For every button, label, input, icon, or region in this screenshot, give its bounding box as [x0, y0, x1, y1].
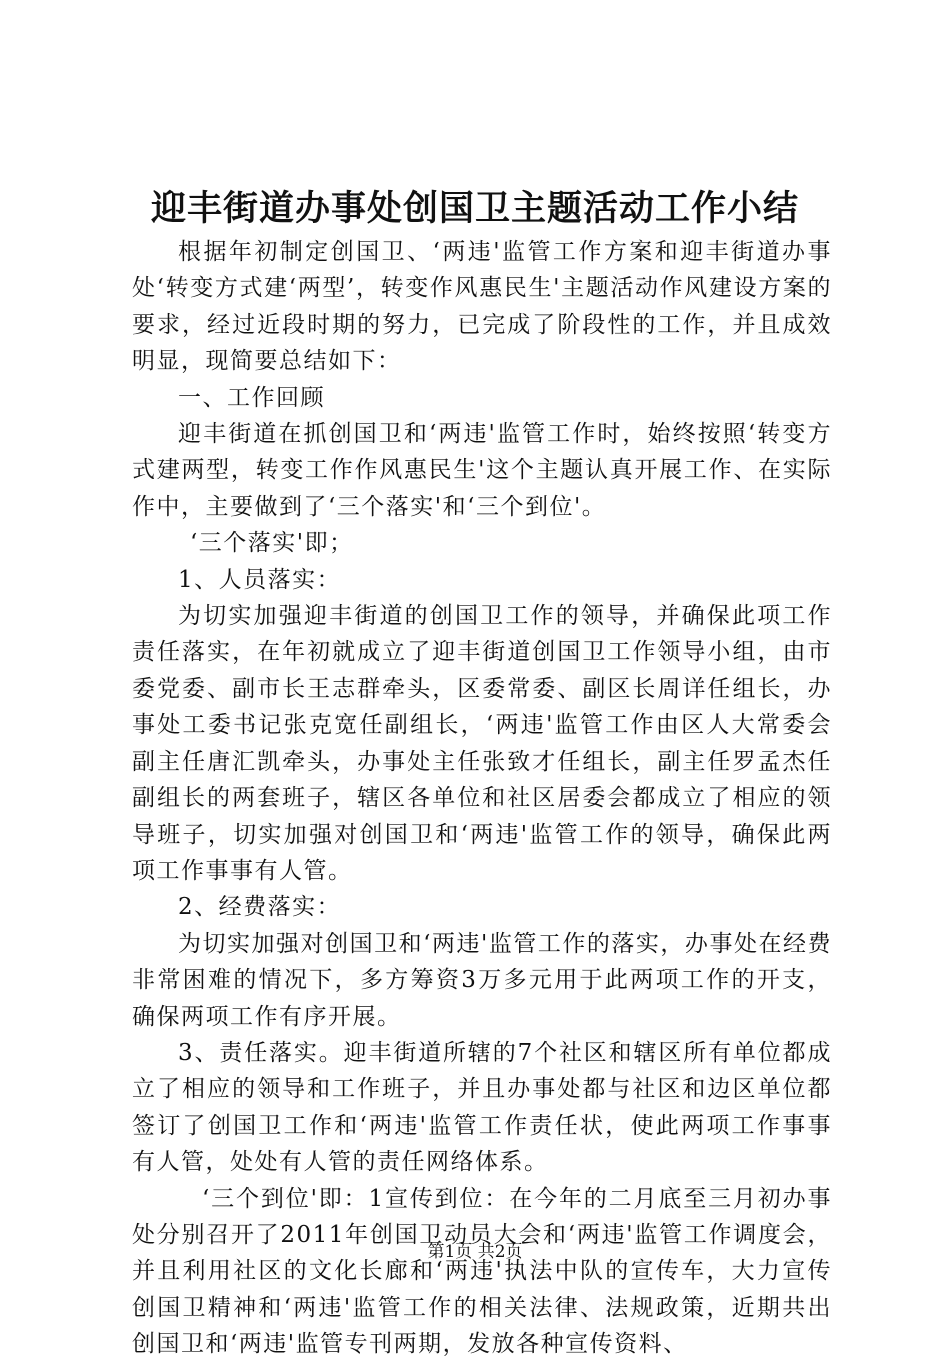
document-title: 迎丰街道办事处创国卫主题活动工作小结 — [150, 188, 799, 229]
paragraph-review: 迎丰街道在抓创国卫和‘两违'监管工作时，始终按照‘转变方式建两型，转变工作作风惠民生'这个主题认真开展工作、在实际作中，主要做到了‘三个落实'和‘三个到位'。 — [132, 421, 832, 520]
subheading-personnel: 1、人员落实： — [178, 566, 342, 593]
paragraph-funding: 为切实加强对创国卫和‘两违'监管工作的落实，办事处在经费非常困难的情况下，多方筹资3万多元用于此两项工作的开支，确保两项工作有序开展。 — [132, 930, 832, 1030]
paragraph-three-in-place: ‘三个到位'即：1宣传到位：在今年的二月底至三月初办事处分别召开了2011年创国卫动员大会和‘两违'监管工作调度会，并且利用社区的文化长廊和‘两违'执法中队的宣传车，大力宣传创国卫精神和‘两违'监管工作的相关法律、法规政策，近期共出创国卫和‘两违'监管专刊两期，发放各种宣传资料、 — [132, 1185, 832, 1358]
section-heading-review: 一、工作回顾 — [178, 384, 325, 411]
subheading-three-implementations: ‘三个落实'即； — [190, 530, 354, 557]
document-body — [132, 234, 832, 1363]
subheading-funding: 2、经费落实： — [178, 894, 342, 921]
paragraph-responsibility: 3、责任落实。迎丰街道所辖的7个社区和辖区所有单位都成立了相应的领导和工作班子，并且办事处都与社区和边区单位都签订了创国卫工作和‘两违'监管工作责任状，使此两项工作事事有人管，处处有人管的责任网络体系。 — [132, 1039, 832, 1176]
paragraph-personnel: 为切实加强迎丰街道的创国卫工作的领导，并确保此项工作责任落实，在年初就成立了迎丰街道创国卫工作领导小组，由市委党委、副市长王志群牵头，区委常委、副区长周详任组长，办事处工委书记张克宽任副组长，‘两违'监管工作由区人大常委会副主任唐汇凯牵头，办事处主任张致才任组长，副主任罗孟杰任副组长的两套班子，辖区各单位和社区居委会都成立了相应的领导班子，切实加强对创国卫和‘两违'监管工作的领导，确保此两项工作事事有人管。 — [132, 603, 832, 884]
paragraph-intro: 根据年初制定创国卫、‘两违'监管工作方案和迎丰街道办事处‘转变方式建‘两型’，转变作风惠民生'主题活动作风建设方案的要求，经过近段时期的努力，已完成了阶段性的工作，并且成效明显，现简要总结如下： — [132, 239, 832, 375]
page-footer: 第1页 共2页 — [427, 1242, 523, 1262]
